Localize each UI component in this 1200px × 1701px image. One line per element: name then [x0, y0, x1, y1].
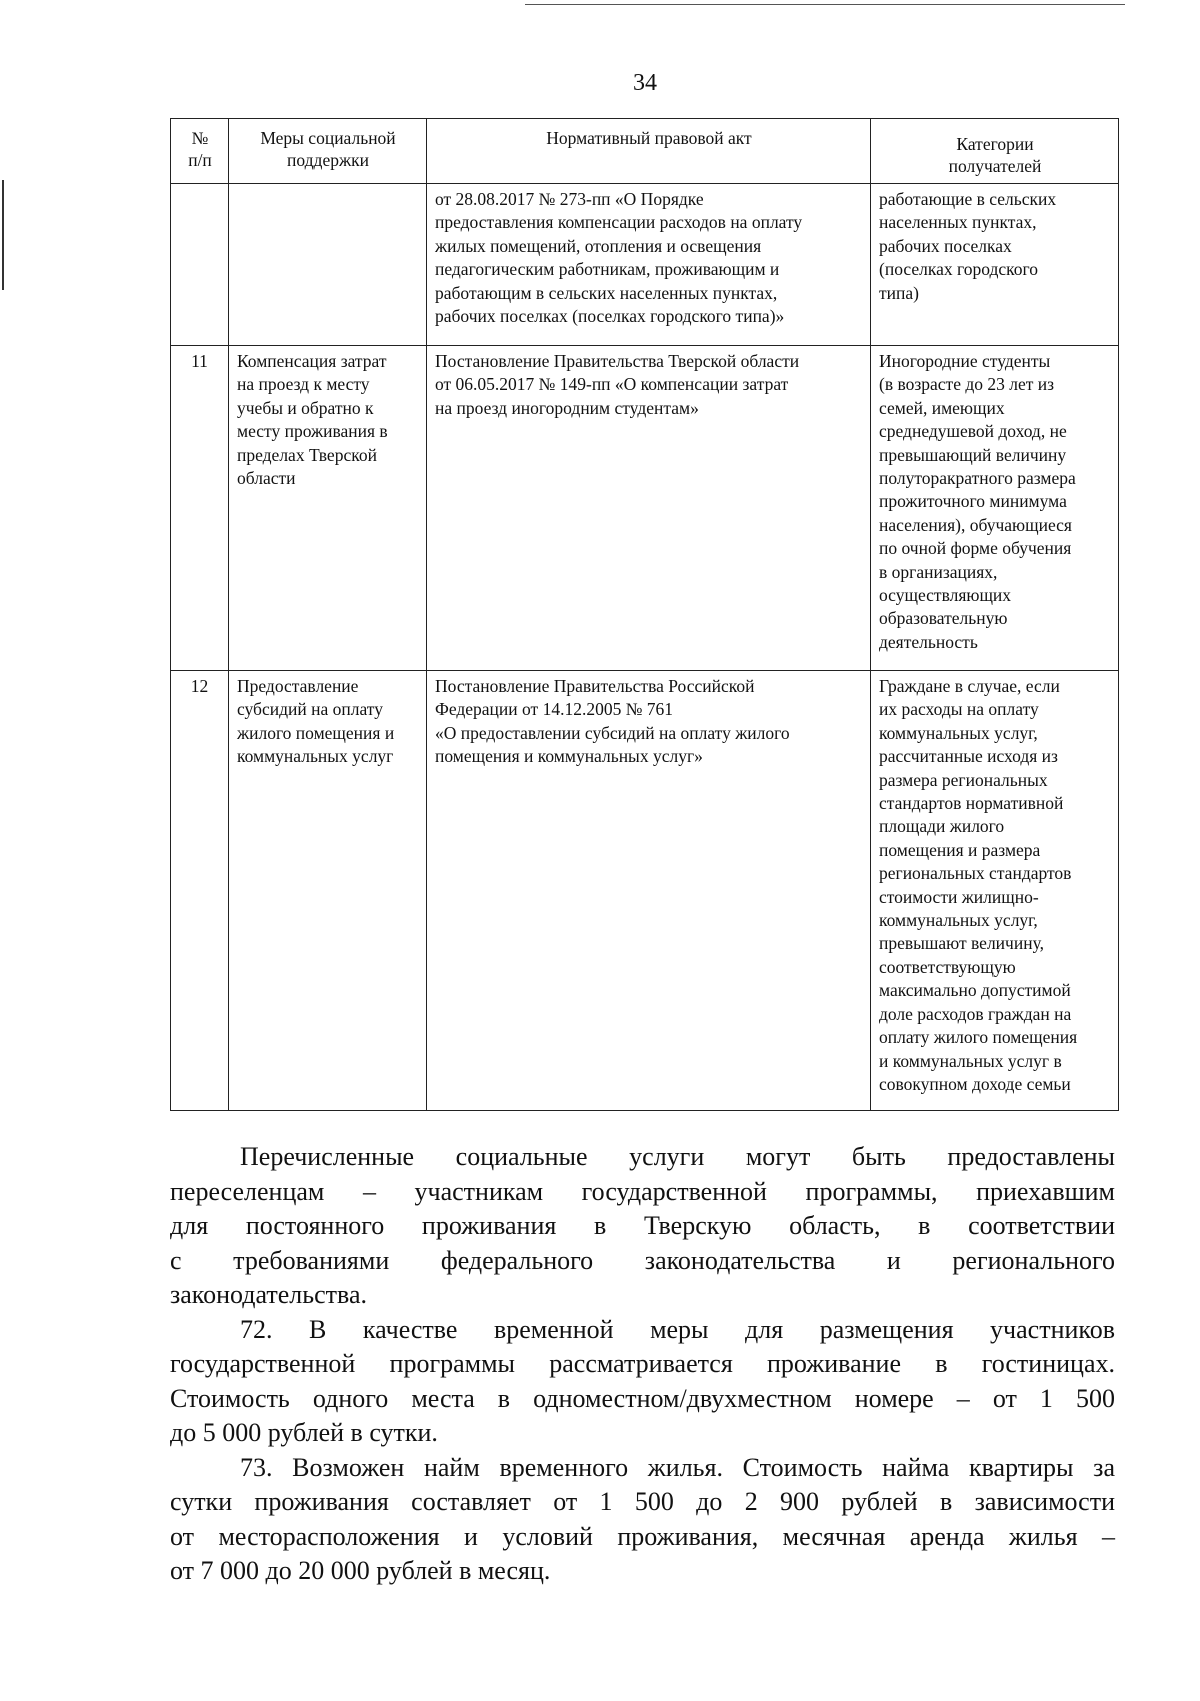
scan-top-line [525, 4, 1125, 5]
page-number: 34 [633, 70, 657, 96]
paragraph-line: законодательства. [170, 1280, 367, 1309]
paragraph-line: Стоимость одного места в одноместном/двухместном номере – от 1 500 [170, 1383, 1115, 1413]
paragraph-line: 72. В качестве временной меры для размещения участников [240, 1314, 1115, 1344]
header-category: Категории получателей [871, 119, 1119, 184]
social-support-table [170, 118, 1119, 1111]
body-text [170, 1140, 1115, 1589]
header-act: Нормативный правовой акт [427, 119, 871, 184]
table-row [171, 671, 1119, 1111]
row-measure: Предоставление субсидий на оплату жилого помещения и коммунальных услуг [229, 671, 427, 1111]
paragraph-line: сутки проживания составляет от 1 500 до 2 900 рублей в зависимости [170, 1487, 1115, 1516]
row-num: 12 [171, 671, 229, 1111]
row-num: 11 [171, 346, 229, 671]
paragraph-line: от 7 000 до 20 000 рублей в месяц. [170, 1556, 551, 1585]
table-row [171, 346, 1119, 671]
table-row [171, 184, 1119, 346]
row-num [171, 184, 229, 346]
paragraph-line: переселенцам – участникам государственной программы, приехавшим [170, 1176, 1115, 1206]
header-measures: Меры социальной поддержки [229, 119, 427, 184]
paragraph-line: 73. Возможен найм временного жилья. Стоимость найма квартиры за [240, 1452, 1115, 1482]
scan-left-mark [2, 180, 4, 290]
paragraph-line: государственной программы рассматривается проживание в гостиницах. [170, 1349, 1115, 1378]
table-header-row [171, 119, 1119, 184]
paragraph-line: для постоянного проживания в Тверскую область, в соответствии [170, 1211, 1115, 1240]
row-measure [229, 184, 427, 346]
row-act: Постановление Правительства Тверской области от 06.05.2017 № 149-пп «О компенсации затрат на проезд иногородним студентам» [427, 346, 871, 671]
row-act: Постановление Правительства Российской Федерации от 14.12.2005 № 761 «О предоставлении субсидий на оплату жилого помещения и коммунальных услуг» [427, 671, 871, 1111]
paragraph-line: с требованиями федерального законодательства и регионального [170, 1245, 1115, 1275]
row-measure: Компенсация затрат на проезд к месту учебы и обратно к месту проживания в пределах Тверской области [229, 346, 427, 671]
row-category: Иногородние студенты (в возрасте до 23 лет из семей, имеющих среднедушевой доход, не превышающий величину полуторакратного размера прожиточного минимума населения), обучающиеся по очной форме обучения в организациях, осуществляющих образовательную деятельность [871, 346, 1119, 671]
row-category: Граждане в случае, если их расходы на оплату коммунальных услуг, рассчитанные исходя из размера региональных стандартов нормативной площади жилого помещения и размера региональных стандартов стоимости жилищно- коммунальных услуг, превышают величину, соответствующую максимально допустимой доле расходов граждан на оплату жилого помещения и коммунальных услуг в совокупном доходе семьи [871, 671, 1119, 1111]
paragraph-line: до 5 000 рублей в сутки. [170, 1418, 438, 1447]
paragraph-line: Перечисленные социальные услуги могут быть предоставлены [240, 1142, 1115, 1171]
row-category: работающие в сельских населенных пунктах, рабочих поселках (поселках городского типа) [871, 184, 1119, 346]
row-act: от 28.08.2017 № 273-пп «О Порядке предоставления компенсации расходов на оплату жилых помещений, отопления и освещения педагогическим работникам, проживающим и работающим в сельских населенных пунктах, рабочих поселках (поселках городского типа)» [427, 184, 871, 346]
header-num: № п/п [171, 119, 229, 184]
paragraph-line: от месторасположения и условий проживания, месячная аренда жилья – [170, 1521, 1115, 1551]
